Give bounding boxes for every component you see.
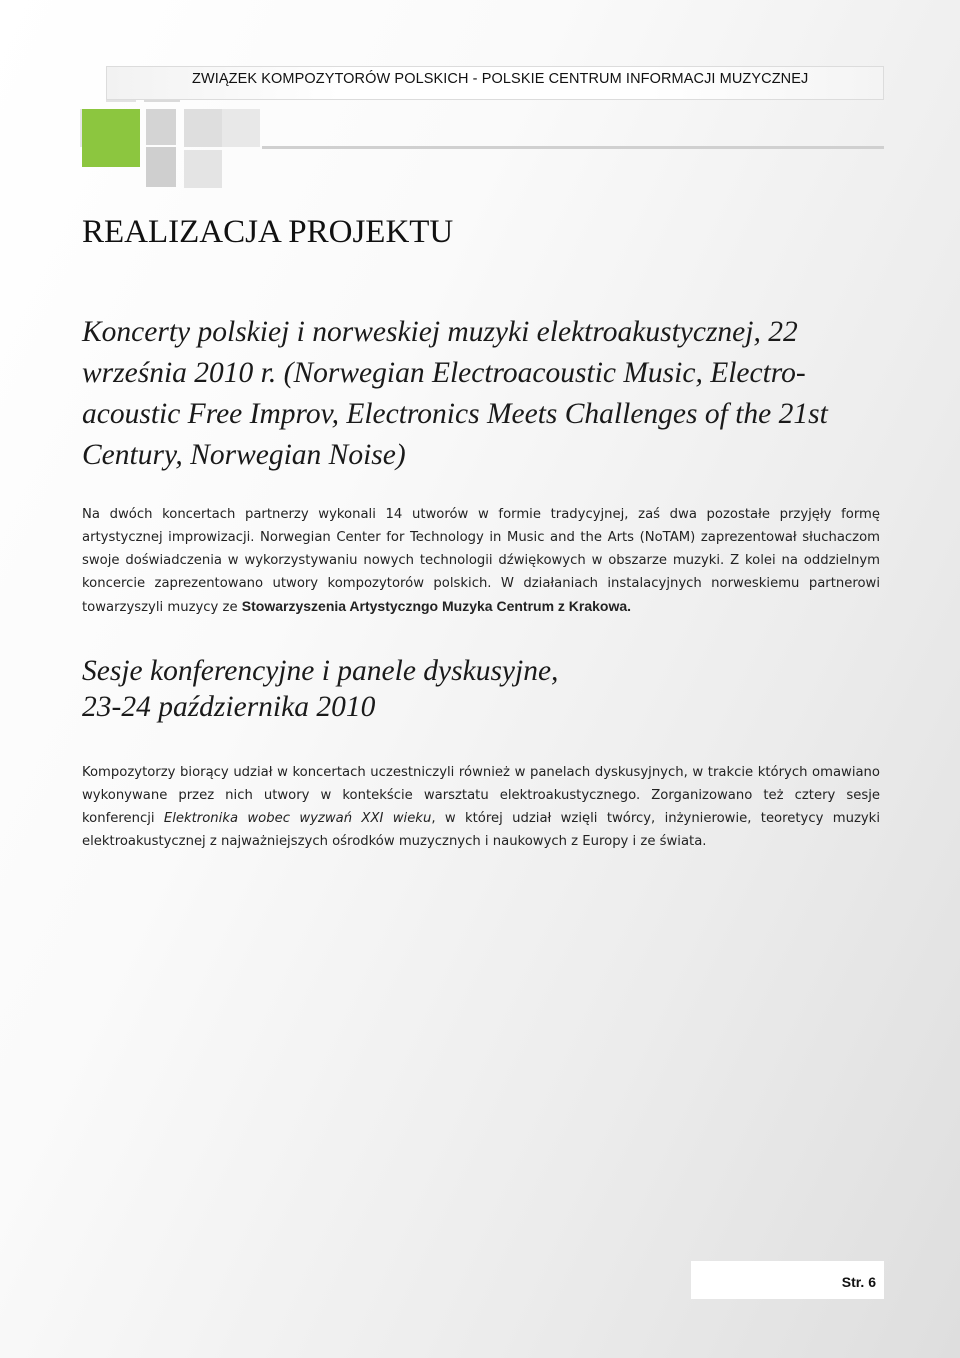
decor-square (184, 109, 222, 147)
decor-square-green (82, 109, 140, 167)
decor-square (222, 109, 260, 147)
conference-paragraph (82, 761, 880, 853)
decor-square (146, 109, 176, 145)
decor-square (184, 150, 222, 188)
section-title: REALIZACJA PROJEKTU (82, 214, 454, 250)
conference-body-part2: , w której udział wzięli twórcy, inżynierowie, teoretycy muzyki elektroakustycznej z najważniejszych ośrodków muzycznych i naukowych z Europy i ze świata. (82, 811, 880, 849)
concerts-heading: Koncerty polskiej i norweskiej muzyki elektroakustycznej, 22 września 2010 r. (Norwegian Electroacoustic Music, Electro-acoustic Free Improv, Electronics Meets Challenges of the 21st Century, Norwegian Noise) (82, 316, 828, 471)
header-divider (262, 146, 884, 149)
concerts-paragraph (82, 503, 880, 619)
conference-heading-line2: 23-24 października 2010 (82, 691, 376, 723)
conference-body-italic: Elektronika wobec wyzwań XXI wieku (163, 811, 432, 826)
concerts-body-bold: Stowarzyszenia Artystyczngo Muzyka Centrum z Krakowa. (241, 598, 632, 614)
conference-heading (82, 653, 882, 725)
page-number: Str. 6 (841, 1274, 876, 1290)
concerts-body: Na dwóch koncertach partnerzy wykonali 14 utworów w formie tradycyjnej, zaś dwa pozostałe przyjęły formę artystycznej improwizacji. Norwegian Center for Technology in Music and the Arts (NoTAM) zaprezentował słuchaczom swoje doświadczenia w wykorzystywaniu nowych technologii dźwiękowych w obszarze muzyki. Z kolei na oddzielnym koncercie zaprezentowano utwory kompozytorów polskich. W działaniach instalacyjnych norweskiemu partnerowi towarzyszyli muzycy ze (82, 507, 880, 615)
header-title: ZWIĄZEK KOMPOZYTORÓW POLSKICH - POLSKIE CENTRUM INFORMACJI MUZYCZNEJ (192, 71, 809, 87)
conference-body-part1: Kompozytorzy biorący udział w koncertach uczestniczyli również w panelach dyskusyjnych, w trakcie których omawiano wykonywane przez nich utwory w kontekście warsztatu elektroakustycznego. Zorganizowano też cztery sesje konferencji (82, 765, 880, 826)
conference-heading-line1: Sesje konferencyjne i panele dyskusyjne, (82, 655, 559, 687)
footer-box (691, 1261, 884, 1299)
decor-square (146, 147, 176, 187)
